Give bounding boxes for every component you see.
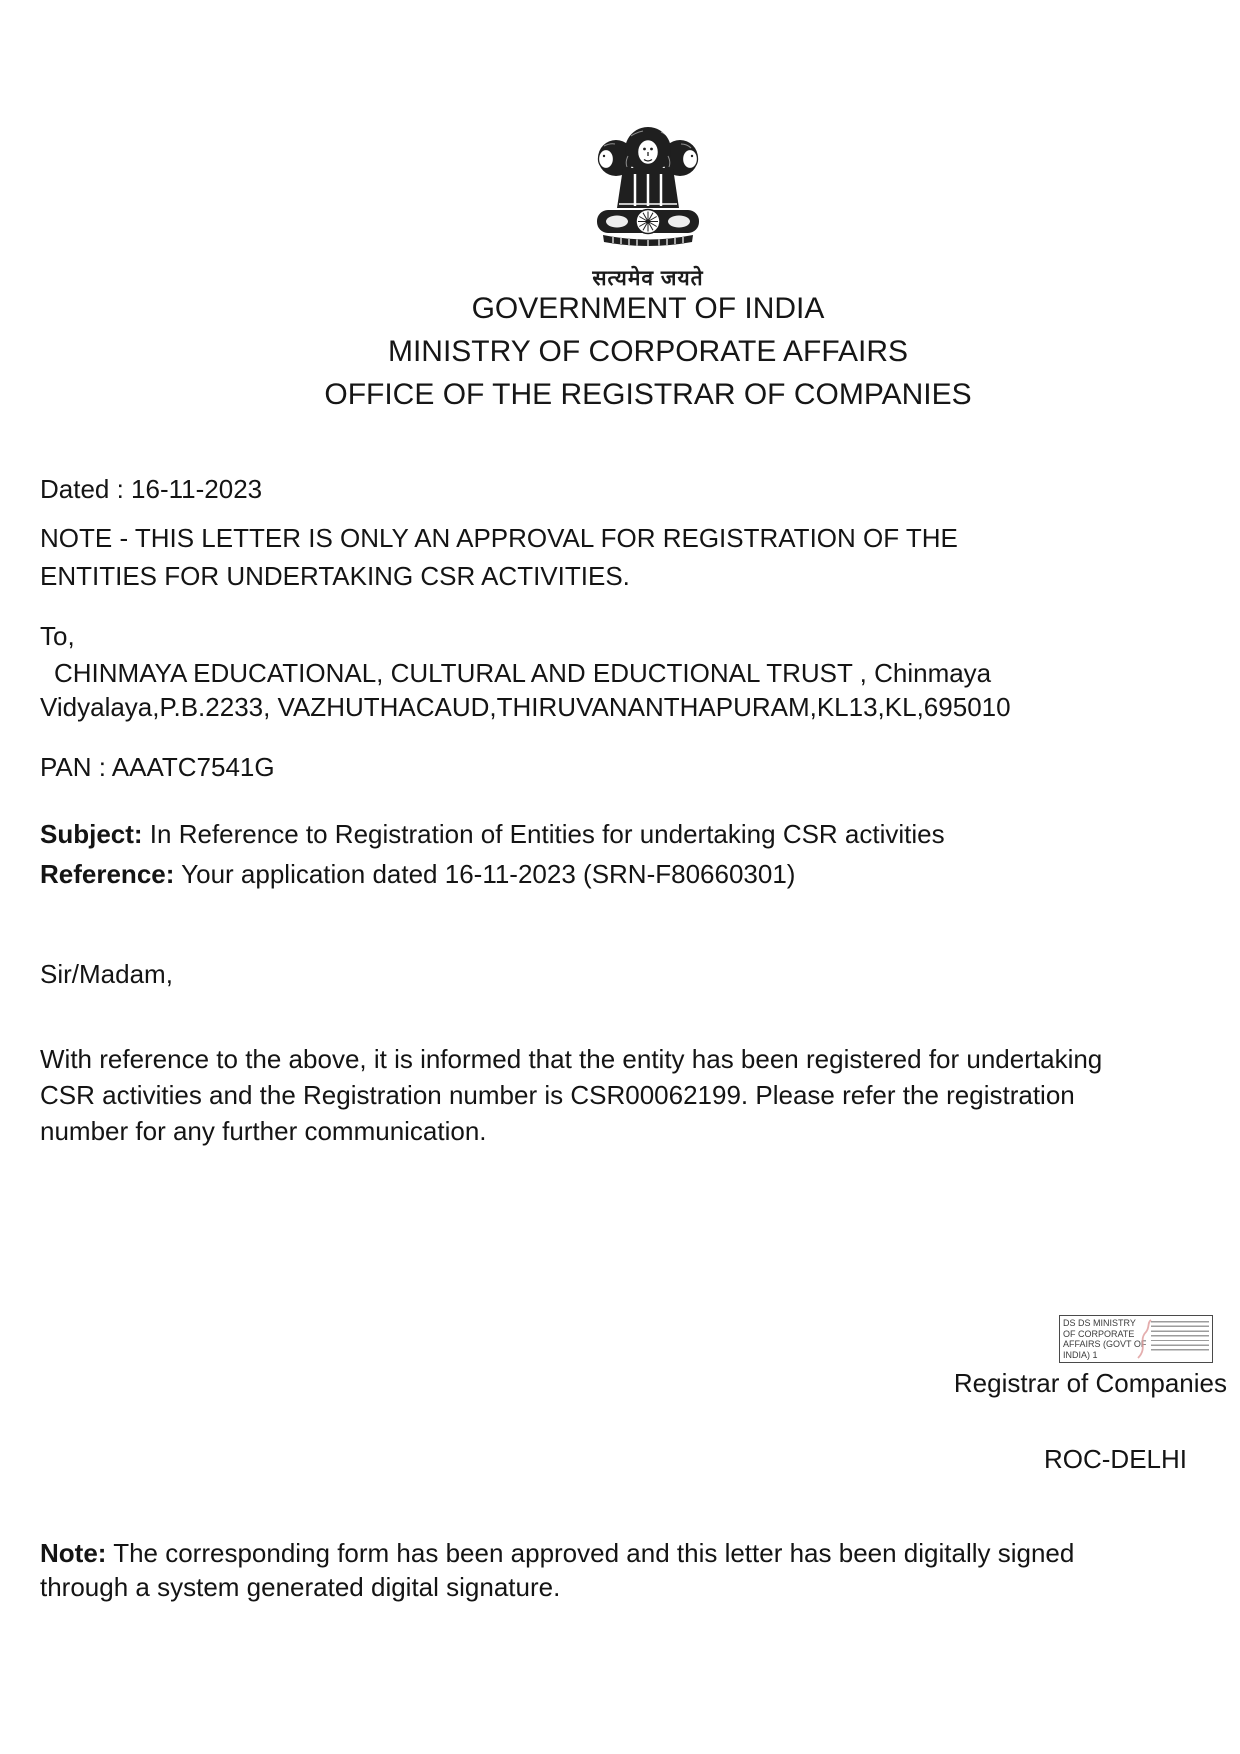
registrar-title: Registrar of Companies bbox=[953, 1368, 1227, 1398]
org-header bbox=[40, 287, 1240, 416]
body-line2: CSR activities and the Registration number is CSR00062199. Please refer the registration bbox=[40, 1080, 1075, 1110]
signature-fine-print bbox=[1151, 1321, 1209, 1354]
body-paragraph bbox=[40, 1041, 1220, 1149]
bottom-note-line2: through a system generated digital signature. bbox=[40, 1572, 561, 1602]
roc-office: ROC-DELHI bbox=[1043, 1444, 1187, 1474]
stamp-line1: DS DS MINISTRY bbox=[1063, 1318, 1136, 1328]
bottom-note-line1 bbox=[40, 1536, 1220, 1570]
header-office-roc: OFFICE OF THE REGISTRAR OF COMPANIES bbox=[324, 378, 972, 411]
body-line3: number for any further communication. bbox=[40, 1116, 487, 1146]
stamp-line4: INDIA) 1 bbox=[1063, 1349, 1098, 1360]
reference-line bbox=[40, 859, 795, 890]
to-label: To, bbox=[40, 621, 75, 651]
reference-label: Reference: bbox=[40, 859, 175, 889]
lion-capital-emblem-icon bbox=[573, 116, 723, 258]
reference-text: Your application dated 16-11-2023 (SRN-F80660301) bbox=[174, 859, 796, 889]
approval-note-line1: NOTE - THIS LETTER IS ONLY AN APPROVAL FOR REGISTRATION OF THE bbox=[40, 523, 958, 553]
bottom-note-line1-text: The corresponding form has been approved and this letter has been digitally signed bbox=[106, 1538, 1075, 1568]
bottom-note bbox=[40, 1536, 1220, 1604]
pan-line: PAN : AAATC7541G bbox=[40, 752, 275, 782]
dated-line: Dated : 16-11-2023 bbox=[40, 474, 263, 504]
header-government-of-india: GOVERNMENT OF INDIA bbox=[471, 292, 825, 325]
approval-note-line2: ENTITIES FOR UNDERTAKING CSR ACTIVITIES. bbox=[40, 561, 630, 591]
subject-line bbox=[40, 819, 945, 850]
emblem-block bbox=[40, 116, 1240, 292]
addressee-address-line: Vidyalaya,P.B.2233, VAZHUTHACAUD,THIRUVANANTHAPURAM,KL13,KL,695010 bbox=[40, 692, 1011, 722]
bottom-note-label: Note: bbox=[40, 1538, 107, 1568]
header-ministry: MINISTRY OF CORPORATE AFFAIRS bbox=[387, 335, 909, 368]
subject-label: Subject: bbox=[40, 819, 143, 849]
emblem-motto: सत्यमेव जयते bbox=[592, 267, 704, 290]
stamp-line2: OF CORPORATE bbox=[1063, 1328, 1135, 1339]
approval-note bbox=[40, 519, 958, 595]
stamp-line3: AFFAIRS (GOVT OF bbox=[1063, 1339, 1147, 1349]
salutation: Sir/Madam, bbox=[40, 959, 173, 989]
subject-text: In Reference to Registration of Entities for undertaking CSR activities bbox=[142, 819, 945, 849]
digital-signature-stamp bbox=[1059, 1315, 1213, 1363]
addressee-name-line: CHINMAYA EDUCATIONAL, CULTURAL AND EDUCTIONAL TRUST , Chinmaya bbox=[54, 658, 992, 688]
addressee-block bbox=[40, 656, 1011, 724]
body-line1: With reference to the above, it is informed that the entity has been registered for undertaking bbox=[40, 1044, 1103, 1074]
